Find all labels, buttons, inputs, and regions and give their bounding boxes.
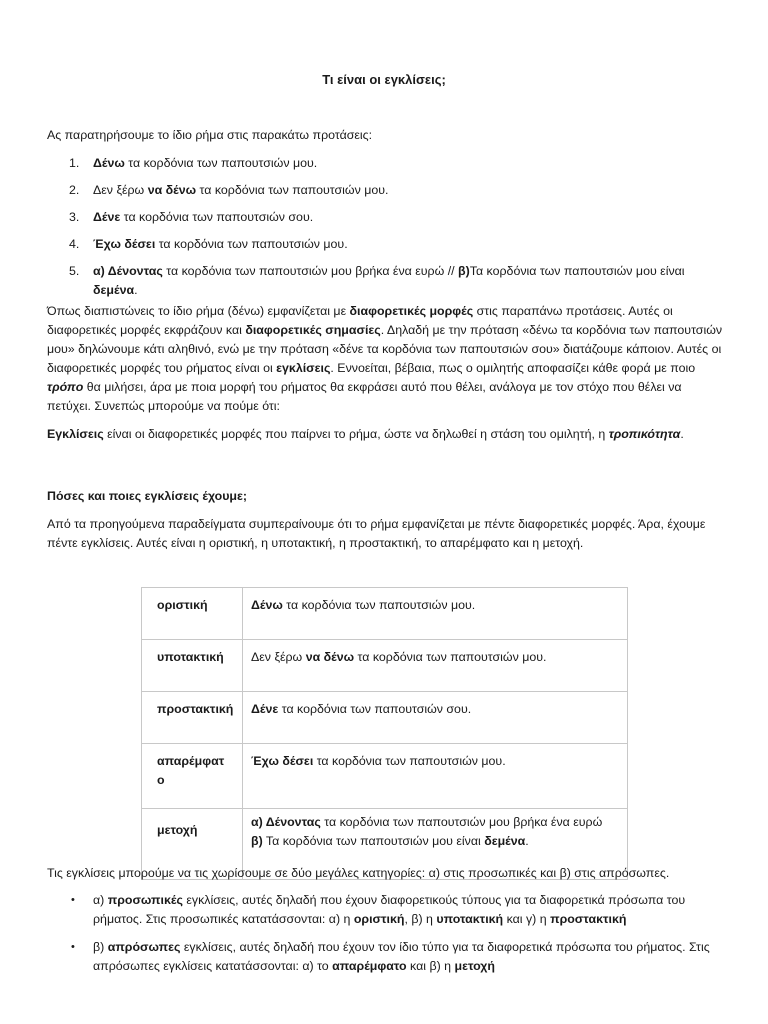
text-run: . [525,834,529,848]
list-item [47,154,727,173]
bullet-icon: • [71,894,75,906]
table-row [142,640,628,692]
bold-verb: Έχω δέσει [251,754,314,768]
list-text: τα κορδόνια των παπουτσιών μου. [196,183,389,197]
bold-verb: να δένω [147,183,197,197]
text-run: . Εννοείται, βέβαια, πως ο ομιλητής αποφασίζει κάθε φορά με ποιο [330,361,696,375]
bold-italic-term: τρόπο [47,380,84,394]
list-number: 1. [69,156,80,170]
bold-term: διαφορετικές μορφές [349,304,474,318]
summary-paragraph: Από τα προηγούμενα παραδείγματα συμπεραίνουμε ότι το ρήμα εμφανίζεται με πέντε διαφορετικές μορφές. Άρα, έχουμε πέντε εγκλίσεις. Αυτές είναι η οριστική, η υποτακτική, η προστακτική, το απαρέμφατο και η μετοχή. [47,517,706,550]
example-cell [243,744,628,809]
bold-verb: να δένω [305,650,355,664]
list-item [47,938,727,976]
bold-verb: Δένω [251,598,283,612]
moods-table [141,587,628,880]
mood-label: προστακτική [142,692,243,744]
text-run: . Δηλαδή με την πρόταση «δένω τα κορδόνια των παπουτσιών μου» δηλώνουμε κάτι αληθινό, ενώ με την πρόταση «δένε τα κορδόνια των παπουτσιών σου» διατάζουμε κάποιον. Αυτές οι διαφορετικές μορφές του ρήματος είναι οι [47,323,723,375]
examples-list [47,154,727,300]
bold-italic-term: τροπικότητα [608,427,681,441]
text-run: τα κορδόνια των παπουτσιών μου βρήκα ένα ευρώ [320,815,603,829]
bold-term: υποτακτική [436,912,504,926]
definition-paragraph [47,425,727,444]
list-item [47,262,727,300]
list-number: 3. [69,210,80,224]
list-item [47,891,727,929]
list-text: Τα κορδόνια των παπουτσιών μου είναι [469,264,685,278]
text-run: , β) η [404,912,437,926]
bold-verb: Έχω δέσει [93,237,156,251]
bullet-icon: • [71,941,75,953]
text-run: εγκλίσεις, αυτές δηλαδή που έχουν τον ίδιο τύπο για τα διαφορετικά πρόσωπα του ρήματος. Στις απρόσωπες εγκλίσεις κατατάσσονται: α) το [93,940,710,973]
bold-term: εγκλίσεις [276,361,331,375]
list-number: 2. [69,183,80,197]
list-text: τα κορδόνια των παπουτσιών σου. [120,210,314,224]
example-cell [243,640,628,692]
text-run: Τα κορδόνια των παπουτσιών μου είναι [262,834,485,848]
bold-verb: α) Δένοντας [93,264,163,278]
table-row [142,744,628,809]
text-run: β) [93,940,108,954]
bold-verb: α) Δένοντας [251,815,321,829]
text-run: . [680,427,684,441]
bold-term: απαρέμφατο [332,959,407,973]
text-run: τα κορδόνια των παπουτσιών μου. [313,754,506,768]
list-item [47,208,727,227]
text-run: α) [93,893,108,907]
bold-verb: Δένε [251,702,279,716]
text-run: τα κορδόνια των παπουτσιών μου. [282,598,476,612]
text-run: θα μιλήσει, άρα με ποια μορφή του ρήματος θα εκφράσει αυτό που θέλει, ανάλογα με τον στόχο που θέλει να πετύχει. Συνεπώς μπορούμε να πούμε ότι: [47,380,682,413]
text-run: και β) η [406,959,455,973]
bold-term: οριστική [353,912,405,926]
text-run: στις παραπάνω προτάσεις. Αυτές οι διαφορετικές μορφές εκφράζουν και [47,304,673,337]
bold-term: μετοχή [454,959,495,973]
example-cell [243,588,628,640]
table-row [142,588,628,640]
text-run: Δεν ξέρω [251,650,306,664]
text-run: και γ) η [503,912,551,926]
bold-verb: Δένε [93,210,121,224]
list-text: τα κορδόνια των παπουτσιών μου βρήκα ένα ευρώ // [162,264,459,278]
bold-marker: β) [251,834,263,848]
text-run: τα κορδόνια των παπουτσιών σου. [278,702,472,716]
list-text: Δεν ξέρω [93,183,148,197]
bold-term: προσωπικές [107,893,183,907]
categories-intro-paragraph: Τις εγκλίσεις μπορούμε να τις χωρίσουμε σε δύο μεγάλες κατηγορίες: α) στις προσωπικές και β) στις απρόσωπες. [47,866,670,880]
mood-label: υποτακτική [142,640,243,692]
bold-term: Εγκλίσεις [47,427,104,441]
page-title: Τι είναι οι εγκλίσεις; [322,72,446,87]
list-number: 4. [69,237,80,251]
section-heading: Πόσες και ποιες εγκλίσεις έχουμε; [47,489,248,503]
bold-term: απρόσωπες [107,940,181,954]
mood-label: μετοχή [142,809,243,880]
mood-label: απαρέμφατ ο [142,744,243,809]
table-row [142,692,628,744]
text-run: είναι οι διαφορετικές μορφές που παίρνει το ρήμα, ώστε να δηλωθεί η στάση του ομιλητή, η [103,427,609,441]
text-run: εγκλίσεις, αυτές δηλαδή που έχουν διαφορετικούς τύπους για τα διαφορετικά πρόσωπα του ρήματος. Στις προσωπικές κατατάσσονται: α) η [93,893,686,926]
mood-label: οριστική [142,588,243,640]
list-item [47,235,727,254]
bold-marker: β) [458,264,470,278]
categories-list [47,891,727,976]
list-item [47,181,727,200]
example-cell [243,692,628,744]
intro-paragraph: Ας παρατηρήσουμε το ίδιο ρήμα στις παρακάτω προτάσεις: [47,128,373,142]
list-text: . [134,283,138,297]
bold-verb: δεμένα [484,834,526,848]
text-run: τα κορδόνια των παπουτσιών μου. [354,650,547,664]
bold-term: προστακτική [550,912,627,926]
text-run: Όπως διαπιστώνεις το ίδιο ρήμα (δένω) εμφανίζεται με [47,304,350,318]
bold-verb: Δένω [93,156,125,170]
bold-term: διαφορετικές σημασίες [245,323,381,337]
list-text: τα κορδόνια των παπουτσιών μου. [155,237,348,251]
list-text: τα κορδόνια των παπουτσιών μου. [124,156,318,170]
list-number: 5. [69,264,80,278]
explanation-paragraph [47,302,727,416]
bold-verb: δεμένα [93,283,135,297]
